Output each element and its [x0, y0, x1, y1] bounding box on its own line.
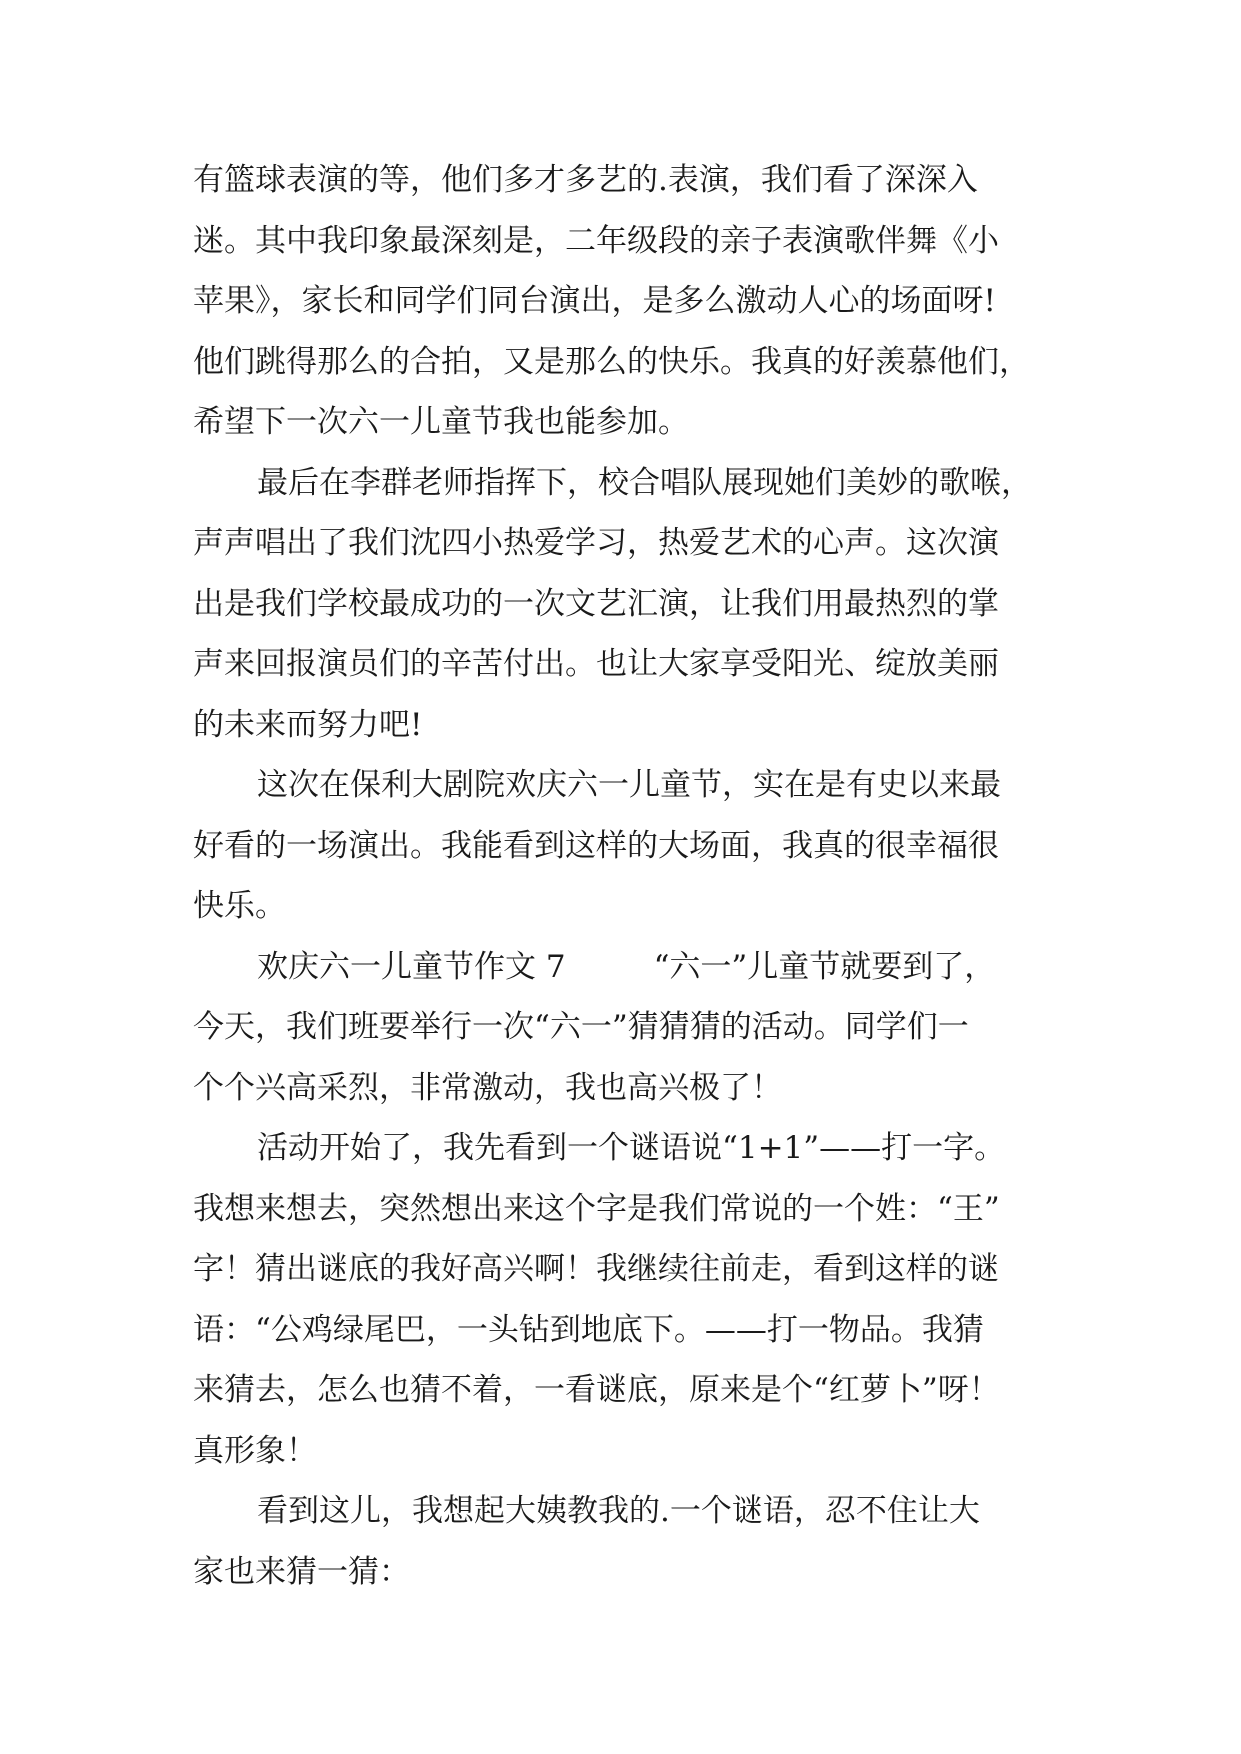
text-line: 出是我们学校最成功的一次文艺汇演，让我们用最热烈的掌: [193, 585, 999, 622]
text-line: 我想来想去，突然想出来这个字是我们常说的一个姓：“王”: [193, 1190, 1000, 1227]
text-line: 他们跳得那么的合拍，又是那么的快乐。我真的好羡慕他们，: [193, 343, 1030, 380]
essay-heading: 欢庆六一儿童节作文 7: [257, 948, 566, 985]
paragraph-start-line: 活动开始了，我先看到一个谜语说“1+1”——打一字。: [257, 1130, 1006, 1166]
text-line: 今天，我们班要举行一次“六一”猜猜猜的活动。同学们一: [193, 1009, 969, 1045]
paragraph-start-line: 最后在李群老师指挥下，校合唱队展现她们美妙的歌喉，: [257, 464, 1032, 501]
text-line: 声声唱出了我们沈四小热爱学习，热爱艺术的心声。这次演: [193, 525, 999, 561]
text-line: 快乐。: [193, 888, 286, 924]
essay-heading-line: [193, 937, 1073, 998]
text-line: 好看的一场演出。我能看到这样的大场面，我真的很幸福很: [193, 827, 999, 864]
text-line: 个个兴高采烈，非常激动，我也高兴极了！: [193, 1069, 782, 1106]
essay-text: [193, 150, 1073, 1602]
text-line: 有篮球表演的等，他们多才多艺的.表演，我们看了深深入: [193, 162, 978, 198]
text-line: 希望下一次六一儿童节我也能参加。: [193, 404, 689, 440]
text-line: 迷。其中我印象最深刻是，二年级段的亲子表演歌伴舞《小: [193, 222, 999, 259]
paragraph-start-line: 这次在保利大剧院欢庆六一儿童节，实在是有史以来最: [257, 767, 1001, 803]
text-line: 的未来而努力吧!: [193, 706, 423, 743]
text-line: 家也来猜一猜：: [193, 1553, 410, 1590]
text-line: 语：“公鸡绿尾巴，一头钻到地底下。——打一物品。我猜: [193, 1311, 984, 1348]
text-line: 真形象！: [193, 1432, 317, 1469]
text-line: 字！猜出谜底的我好高兴啊！我继续往前走，看到这样的谜: [193, 1251, 999, 1287]
paragraph-start-line: 看到这儿，我想起大姨教我的.一个谜语，忍不住让大: [257, 1493, 980, 1529]
essay-opening: “六一”儿童节就要到了，: [653, 948, 996, 985]
text-line: 声来回报演员们的辛苦付出。也让大家享受阳光、绽放美丽: [193, 646, 999, 682]
text-line: 苹果》，家长和同学们同台演出，是多么激动人心的场面呀!: [193, 283, 996, 319]
text-line: 来猜去，怎么也猜不着，一看谜底，原来是个“红萝卜”呀！: [193, 1372, 1000, 1408]
